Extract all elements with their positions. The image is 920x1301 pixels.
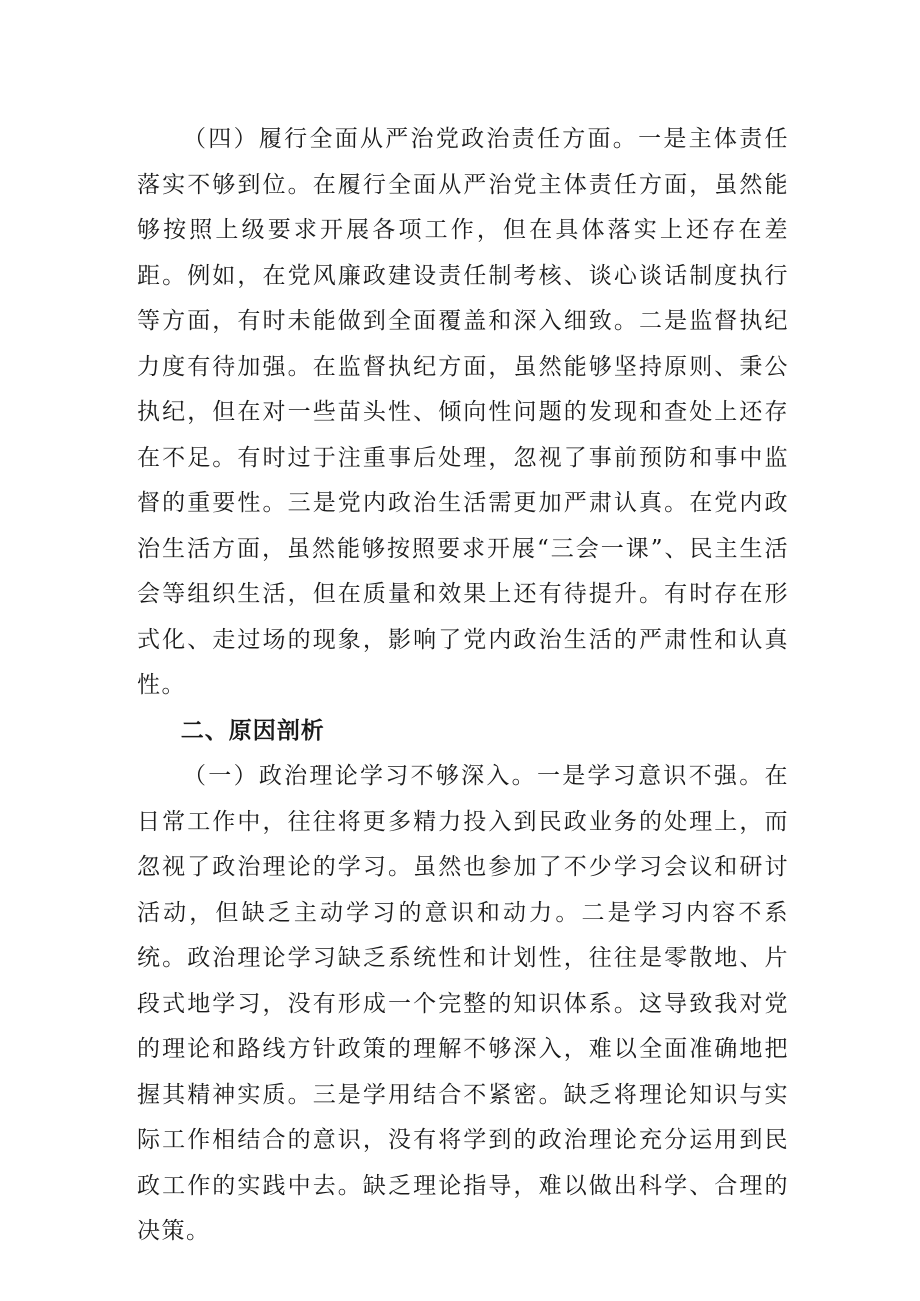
paragraph-section-4: （四）履行全面从严治党政治责任方面。一是主体责任落实不够到位。在履行全面从严治党主体责任方面，虽然能够按照上级要求开展各项工作，但在具体落实上还存在差距。例如，在党风廉政建设责任制考核、谈心谈话制度执行等方面，有时未能做到全面覆盖和深入细致。二是监督执纪力度有待加强。在监督执纪方面，虽然能够坚持原则、秉公执纪，但在对一些苗头性、倾向性问题的发现和查处上还存在不足。有时过于注重事后处理，忽视了事前预防和事中监督的重要性。三是党内政治生活需更加严肃认真。在党内政治生活方面，虽然能够按照要求开展“三会一课”、民主生活会等组织生活，但在质量和效果上还有待提升。有时存在形式化、走过场的现象，影响了党内政治生活的严肃性和认真性。 (137, 126, 789, 698)
paragraph-section-1: （一）政治理论学习不够深入。一是学习意识不强。在日常工作中，往往将更多精力投入到民政业务的处理上，而忽视了政治理论的学习。虽然也参加了不少学习会议和研讨活动，但缺乏主动学习的意识和动力。二是学习内容不系统。政治理论学习缺乏系统性和计划性，往往是零散地、片段式地学习，没有形成一个完整的知识体系。这导致我对党的理论和路线方针政策的理解不够深入，难以全面准确地把握其精神实质。三是学用结合不紧密。缺乏将理论知识与实际工作相结合的意识，没有将学到的政治理论充分运用到民政工作的实践中去。缺乏理论指导，难以做出科学、合理的决策。 (137, 763, 789, 1244)
document-body (137, 117, 789, 1255)
section-heading-cause-analysis: 二、原因剖析 (180, 717, 325, 744)
